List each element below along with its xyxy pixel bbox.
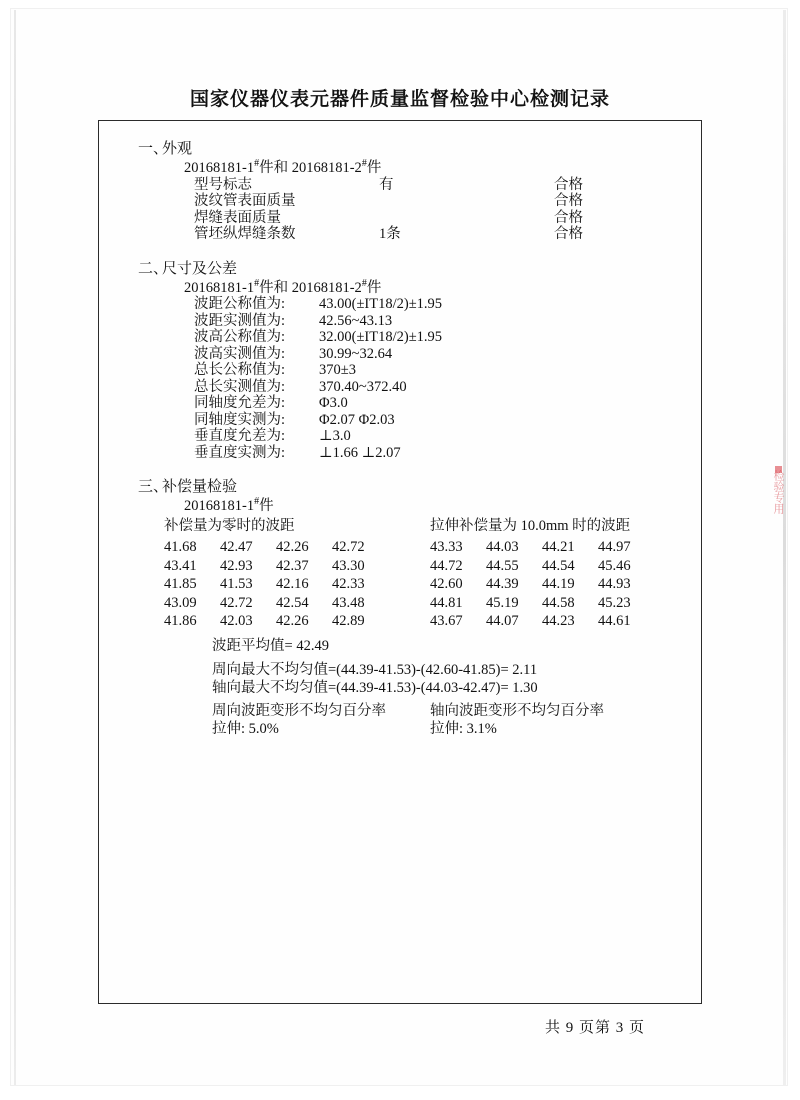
spacer xyxy=(116,244,684,262)
sample-id-suffix: 件 xyxy=(366,160,382,176)
dimension-row xyxy=(116,396,684,411)
average-value: 42.49 xyxy=(296,637,329,654)
measurement-cell: 42.47 xyxy=(220,539,253,555)
sample-hash-mark: # xyxy=(361,277,367,289)
measurement-cell: 44.54 xyxy=(542,557,575,574)
table-header-row xyxy=(164,517,654,539)
dimension-label: 波高公称值为: xyxy=(194,329,286,345)
table-gap xyxy=(388,517,430,539)
section-number: 一、 xyxy=(138,141,169,157)
spacer xyxy=(116,462,684,480)
measurement-cell: 44.03 xyxy=(486,539,519,555)
measurement-cell: 42.93 xyxy=(220,557,253,574)
dimension-label: 同轴度实测为: xyxy=(194,411,286,428)
sample-id-suffix: 件 xyxy=(259,498,274,514)
dimension-value: 42.56~43.13 xyxy=(319,312,393,329)
column-header-stretch-compensation: 拉伸补偿量为 10.0mm 时的波距 xyxy=(430,517,631,534)
appearance-item-row xyxy=(116,194,684,209)
table-gap xyxy=(388,538,430,557)
measurement-cell: 44.72 xyxy=(430,557,463,574)
section-title: 补偿量检验 xyxy=(162,479,238,495)
table-row xyxy=(164,612,654,631)
table-gap xyxy=(388,612,430,631)
sample-id-line-1 xyxy=(116,158,684,176)
record-content xyxy=(98,120,702,1004)
dimension-label: 波高实测值为: xyxy=(194,345,286,362)
table-row xyxy=(164,575,654,594)
dimension-label: 波距公称值为: xyxy=(194,296,286,312)
sample-hash-mark: # xyxy=(254,277,260,289)
sample-id-line-2 xyxy=(116,277,684,296)
dimension-value: 370.40~372.40 xyxy=(319,378,407,395)
measurement-cell: 44.93 xyxy=(598,576,631,592)
measurement-cell: 44.61 xyxy=(598,613,631,629)
measurement-cell: 43.30 xyxy=(332,557,365,574)
sample-id-second: 件和 20168181-2 xyxy=(259,279,362,296)
item-value: 有 xyxy=(379,176,394,193)
measurement-cell: 44.23 xyxy=(542,613,575,629)
page-footer xyxy=(0,1016,800,1037)
item-value: 1条 xyxy=(379,226,401,242)
appearance-item-row xyxy=(116,227,684,242)
measurement-cell: 44.81 xyxy=(430,594,463,611)
measurement-cell: 41.85 xyxy=(164,576,197,592)
item-label: 波纹管表面质量 xyxy=(194,193,296,209)
dimension-label: 同轴度允差为: xyxy=(194,395,286,411)
dimension-label: 波距实测值为: xyxy=(194,312,286,329)
sample-id-first: 20168181-1 xyxy=(184,279,255,296)
measurement-cell: 42.37 xyxy=(276,557,309,574)
measurement-cell: 45.23 xyxy=(598,594,631,611)
dimension-row xyxy=(116,380,684,395)
sample-id-suffix: 件 xyxy=(366,279,382,296)
measurement-cell: 42.26 xyxy=(276,613,309,629)
sample-hash-mark: # xyxy=(254,158,260,170)
dimension-row xyxy=(116,429,684,444)
inspection-stamp: 检验专用 xyxy=(772,470,784,514)
dimension-row xyxy=(116,314,684,329)
dimension-value: Φ3.0 xyxy=(319,395,348,411)
section-number: 二、 xyxy=(138,260,169,277)
item-label: 型号标志 xyxy=(194,176,252,193)
axial-percent-label: 轴向波距变形不均匀百分率 xyxy=(430,703,604,719)
measurement-cell: 41.86 xyxy=(164,613,197,629)
measurement-cell: 44.39 xyxy=(486,576,519,592)
measurement-cell: 44.58 xyxy=(542,594,575,611)
measurement-cell: 42.54 xyxy=(276,594,309,611)
circumferential-uneven-line: 周向最大不均匀值=(44.39-41.53)-(42.60-41.85)= 2.11 xyxy=(212,662,538,678)
measurement-cell: 42.16 xyxy=(276,576,309,592)
measurement-cell: 44.19 xyxy=(542,576,575,592)
section-heading-appearance xyxy=(116,142,684,157)
dimension-value: Φ2.07 Φ2.03 xyxy=(319,411,395,428)
measurement-cell: 42.72 xyxy=(332,539,365,555)
measurement-cell: 43.67 xyxy=(430,613,463,629)
appearance-item-row xyxy=(116,211,684,226)
item-result: 合格 xyxy=(554,209,583,226)
dimension-value: 43.00(±IT18/2)±1.95 xyxy=(319,296,443,312)
compensation-measurements-table xyxy=(164,517,654,631)
measurement-cell: 44.55 xyxy=(486,557,519,574)
table-gap xyxy=(388,594,430,613)
measurement-cell: 43.09 xyxy=(164,594,197,611)
measurement-cell: 43.33 xyxy=(430,539,463,555)
dimension-row xyxy=(116,347,684,362)
section-heading-dimensions xyxy=(116,262,684,277)
dimension-label: 垂直度允差为: xyxy=(194,428,286,444)
dimension-value: 370±3 xyxy=(319,362,356,378)
column-header-zero-compensation: 补偿量为零时的波距 xyxy=(164,517,295,534)
item-label: 焊缝表面质量 xyxy=(194,209,281,226)
dimension-value: 32.00(±IT18/2)±1.95 xyxy=(319,329,443,345)
dimension-row xyxy=(116,363,684,378)
average-label: 波距平均值= xyxy=(212,637,293,654)
section-title: 尺寸及公差 xyxy=(162,260,238,277)
percentage-block xyxy=(116,704,684,719)
axial-percent-value: 拉伸: 3.1% xyxy=(430,720,497,737)
measurement-cell: 44.21 xyxy=(542,539,575,555)
dimension-label: 垂直度实测为: xyxy=(194,444,286,461)
page-title: 国家仪器仪表元器件质量监督检验中心检测记录 xyxy=(189,89,610,110)
measurement-cell: 41.53 xyxy=(220,576,253,592)
percentage-values-block xyxy=(116,722,684,737)
appearance-item-row xyxy=(116,178,684,193)
dimension-value: 30.99~32.64 xyxy=(319,345,393,362)
table-row xyxy=(164,557,654,576)
measurement-cell: 41.68 xyxy=(164,539,197,555)
dimension-value: ⊥3.0 xyxy=(319,428,351,444)
measurement-cell: 42.72 xyxy=(220,594,253,611)
sample-hash-mark: # xyxy=(254,496,260,508)
measurement-cell: 43.41 xyxy=(164,557,197,574)
measurement-cell: 42.60 xyxy=(430,576,463,592)
sample-id-first: 20168181-1 xyxy=(184,498,255,514)
circumferential-percent-value: 拉伸: 5.0% xyxy=(212,720,279,737)
sample-id-second: 件和 20168181-2 xyxy=(259,160,362,176)
dimension-label: 总长公称值为: xyxy=(194,362,286,378)
sample-id-line-3 xyxy=(116,496,684,514)
measurement-cell: 42.33 xyxy=(332,576,365,592)
sample-hash-mark: # xyxy=(361,158,367,170)
measurement-cell: 45.19 xyxy=(486,594,519,611)
table-gap xyxy=(388,575,430,594)
section-number: 三、 xyxy=(138,479,169,495)
axial-uneven-line: 轴向最大不均匀值=(44.39-41.53)-(44.03-42.47)= 1.30 xyxy=(212,679,538,696)
table-row xyxy=(164,594,654,613)
table-row xyxy=(164,538,654,557)
dimension-row xyxy=(116,413,684,428)
dimension-row xyxy=(116,330,684,345)
measurement-cell: 42.89 xyxy=(332,613,365,629)
measurement-cell: 42.26 xyxy=(276,539,309,555)
circumferential-percent-label: 周向波距变形不均匀百分率 xyxy=(212,703,386,719)
measurement-cell: 44.97 xyxy=(598,539,631,555)
measurement-cell: 43.48 xyxy=(332,594,365,611)
section-title: 外观 xyxy=(162,141,193,157)
table-gap xyxy=(388,557,430,576)
measurement-cell: 45.46 xyxy=(598,557,631,574)
item-label: 管坯纵焊缝条数 xyxy=(194,226,296,242)
dimension-value: ⊥1.66 ⊥2.07 xyxy=(319,444,401,461)
measurement-cell: 44.07 xyxy=(486,613,519,629)
dimension-row xyxy=(116,446,684,461)
dimension-row xyxy=(116,297,684,312)
item-result: 合格 xyxy=(554,176,583,193)
average-line xyxy=(116,639,684,654)
section-heading-compensation xyxy=(116,480,684,495)
page-edge-left xyxy=(14,10,16,1085)
page-number-text: 共 9 页第 3 页 xyxy=(544,1020,645,1036)
item-result: 合格 xyxy=(554,226,583,242)
dimension-label: 总长实测值为: xyxy=(194,378,286,395)
item-result: 合格 xyxy=(554,193,583,209)
sample-id-first: 20168181-1 xyxy=(184,160,255,176)
measurement-cell: 42.03 xyxy=(220,613,253,629)
